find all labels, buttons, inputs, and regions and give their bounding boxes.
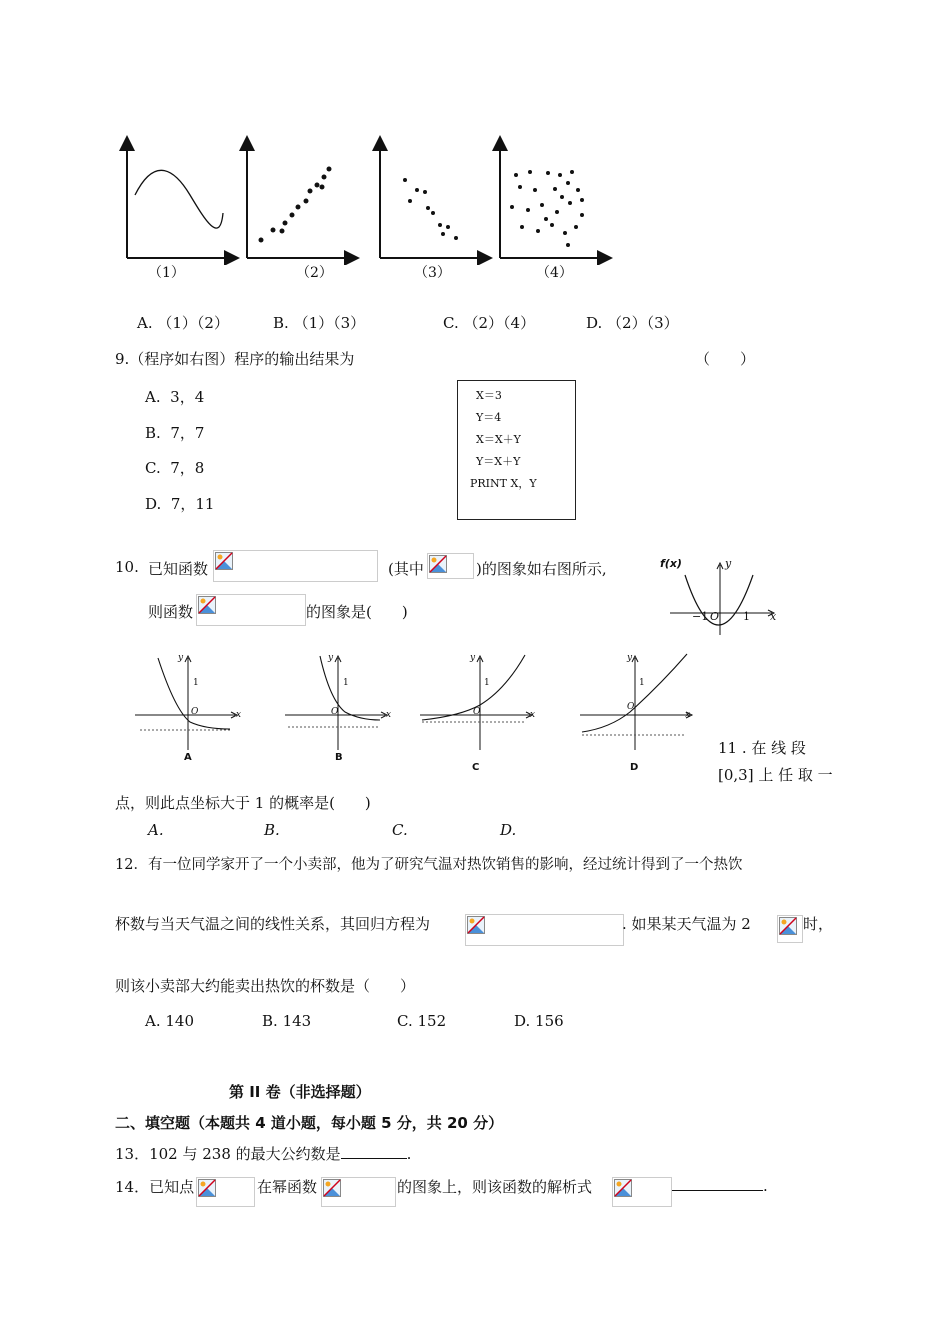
q12-line2-a: 杯数与当天气温之间的线性关系，其回归方程为	[115, 915, 431, 933]
q10-text-2: (其中	[388, 560, 424, 578]
broken-image-icon	[323, 1179, 341, 1197]
q8-option-d: D. （2）（3）	[586, 314, 679, 332]
code-line-5: PRINT X，Y	[470, 477, 537, 490]
choice-c-o: O	[473, 707, 481, 717]
graph-label-2: （2）	[296, 265, 333, 281]
choice-d-letter: D	[630, 762, 639, 773]
section-title: 第 II 卷（非选择题）	[229, 1083, 371, 1101]
q10-choice-graphs	[130, 650, 700, 750]
choice-d-graph	[580, 654, 692, 750]
broken-image-icon	[198, 1179, 216, 1197]
choice-c-y: y	[470, 653, 476, 663]
q8-option-b: B. （1）（3）	[273, 314, 366, 332]
broken-image-icon	[467, 916, 485, 934]
q11-option-d: D.	[500, 821, 517, 839]
q11-line1: 11 . 在 线 段	[718, 739, 806, 757]
choice-b-y: y	[328, 653, 334, 663]
q10-number: 10.	[115, 558, 139, 576]
graph-1-sine	[127, 143, 232, 258]
broken-image-icon	[215, 552, 233, 570]
q11-option-c: C.	[392, 821, 408, 839]
graph-label-1: （1）	[148, 265, 185, 281]
choice-c-letter: C	[472, 762, 480, 773]
q14-answer-line[interactable]: .	[672, 1176, 768, 1195]
fx-label: f(x)	[660, 557, 682, 570]
q12-option-a: A. 140	[145, 1012, 195, 1030]
choice-b-graph	[285, 656, 387, 750]
q12-option-c: C. 152	[397, 1012, 447, 1030]
q10-text-1: 已知函数	[148, 560, 209, 578]
q12-line2-c: 时，	[803, 915, 834, 933]
choice-d-x: x	[685, 710, 691, 720]
q11-line3: 点，则此点坐标大于 1 的概率是( )	[115, 794, 371, 812]
q8-graphs	[110, 135, 620, 265]
broken-image-icon	[779, 917, 797, 935]
choice-a-y: y	[178, 653, 184, 663]
choice-b-x: x	[386, 710, 392, 720]
power-function-image	[321, 1177, 396, 1207]
q8-option-a: A. （1）（2）	[137, 314, 229, 332]
code-line-3: X＝X＋Y	[476, 433, 521, 446]
q14-text-2: 在幂函数	[257, 1178, 318, 1196]
choice-d-y: y	[627, 653, 633, 663]
choice-b-o: O	[331, 707, 339, 717]
formula-image-1	[213, 550, 378, 582]
choice-b-one: 1	[343, 678, 349, 688]
q9-option-c: C. 7，8	[145, 459, 205, 477]
q14-text-1: 14．已知点	[115, 1178, 195, 1196]
formula-image-2	[427, 553, 474, 579]
broken-image-icon	[614, 1179, 632, 1197]
parabola-x-label: x	[770, 610, 777, 623]
q10-line2-b: 的图象是( )	[306, 603, 408, 621]
code-line-1: X＝3	[476, 389, 502, 402]
q13-text: 13．102 与 238 的最大公约数是 .	[115, 1145, 412, 1163]
q14-text-3: 的图象上，则该函数的解析式	[397, 1178, 593, 1196]
q12-option-b: B. 143	[262, 1012, 312, 1030]
q8-option-c: C. （2）（4）	[443, 314, 536, 332]
section-heading: 二、填空题（本题共 4 道小题，每小题 5 分，共 20 分）	[115, 1114, 504, 1132]
q9-option-d: D. 7，11	[145, 495, 215, 513]
parabola-neg-one: −1	[692, 610, 709, 623]
q10-text-3: )的图象如右图所示,	[476, 560, 607, 578]
regression-equation-image	[465, 914, 624, 946]
q9-option-a: A. 3，4	[145, 388, 205, 406]
graph-3-negative-correlation	[380, 143, 485, 258]
q12-line1: 12．有一位同学家开了一个小卖部，他为了研究气温对热饮销售的影响，经过统计得到了一个热饮	[115, 857, 743, 873]
q9-stem: 9.（程序如右图）程序的输出结果为	[115, 350, 355, 368]
formula-image-3	[196, 594, 306, 626]
code-line-4: Y＝X＋Y	[476, 455, 521, 468]
choice-d-o: O	[627, 702, 635, 712]
q10-line2-a: 则函数	[148, 603, 194, 621]
broken-image-icon	[198, 596, 216, 614]
parabola-y-label: y	[725, 557, 732, 570]
q12-line3: 则该小卖部大约能卖出热饮的杯数是（ ）	[115, 977, 416, 995]
q11-option-a: A.	[148, 821, 164, 839]
choice-c-one: 1	[484, 678, 490, 688]
graph-4-no-correlation	[500, 143, 605, 258]
temperature-unit-image	[777, 915, 803, 943]
q12-line2-b: . 如果某天气温为 2	[622, 915, 751, 933]
choice-a-x: x	[236, 710, 242, 720]
graph-label-3: （3）	[414, 265, 451, 281]
choice-c-graph	[420, 655, 532, 750]
q9-option-b: B. 7，7	[145, 424, 205, 442]
choice-c-x: x	[530, 710, 536, 720]
choice-a-o: O	[191, 707, 199, 717]
choice-a-one: 1	[193, 678, 199, 688]
choice-d-one: 1	[639, 678, 645, 688]
q11-option-b: B.	[264, 821, 280, 839]
broken-image-icon	[429, 555, 447, 573]
choice-a-letter: A	[184, 752, 192, 763]
program-box	[457, 380, 576, 520]
graph-2-positive-correlation	[247, 143, 352, 258]
graph-label-4: （4）	[536, 265, 573, 281]
answer-image	[612, 1177, 672, 1207]
code-line-2: Y＝4	[476, 411, 502, 424]
q9-answer-paren: （ ）	[695, 350, 756, 368]
parabola-one: 1	[743, 610, 750, 623]
choice-b-letter: B	[335, 752, 343, 763]
point-image	[196, 1177, 255, 1207]
q13-blank[interactable]	[341, 1144, 407, 1159]
choice-a-graph	[135, 656, 237, 750]
q12-option-d: D. 156	[514, 1012, 564, 1030]
parabola-origin: O	[710, 610, 720, 623]
q11-line2: [0,3] 上 任 取 一	[718, 766, 833, 784]
